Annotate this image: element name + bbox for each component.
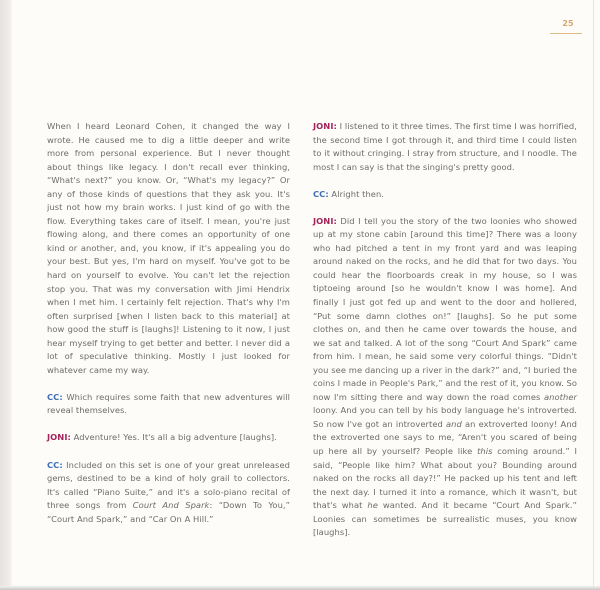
paragraph-text: wanted. And it became “Court And Spark.” Loonies can sometimes be surrealistic muses, you know [laughs]. [313,500,577,538]
paragraph-text: an extroverted loony! And the extroverted one says to me, “Aren't you scared of being up here all by yourself? People like [313,418,578,457]
interview-paragraph [313,215,577,540]
speaker-label-cc: CC: [47,459,63,470]
speaker-label-joni: JONI: [313,121,337,131]
right-column [313,120,577,553]
paragraph-text: Which requires some faith that new adventures will reveal themselves. [47,391,290,416]
paragraph-text: loony. And you can tell by his body language he's introverted. So now I've got an introverted [313,405,577,429]
emphasized-text: Court And Spark [132,500,210,511]
emphasized-text: and [445,418,462,429]
page-binding-edge [0,0,12,590]
paragraph-text: I listened to it three times. The first time I was horrified, the second time I got through it, and third time I could listen to it without cringing. I stray from structure, and I noodle. The most I can say is that the singing's pretty good. [313,121,577,172]
paragraph-text: When I heard Leonard Cohen, it changed the way I wrote. He caused me to dig a little deeper and write more from personal experience. But I never thought about things like legacy. I don't recall ever thinking, “What's next?” you know. Or, “What's my legacy?” Or any of those kinds of questions that they ask you. It's just not how my brain works. I just kind of go with the flow. Everything takes care of itself. I mean, you're just flowing along, and there comes an opportunity of one kind or another, and, you know, if it's appealing you do your best. But yes, I'm hard on myself. You've got to be hard on yourself to evolve. You can't let the rejection stop you. That was my conversation with Jimi Hendrix when I met him. I certainly felt rejection. That's why I'm often surprised [when I listen back to this material] at how good the stuff is [laughs]! Listening to it now, I just hear myself trying to get better and better. I never did a lot of speculative thinking. Mostly I just looked for whatever came my way. [47,121,290,375]
page-number-rule [550,33,582,34]
paragraph-text: Adventure! Yes. It's all a big adventure [laughs]. [70,432,277,443]
interview-paragraph [313,188,577,202]
speaker-label-cc: CC: [47,391,63,402]
paragraph-text: Included on this set is one of your great unreleased gems, destined to be a kind of holy grail to collectors. It's called “Piano Suite,” and it's a solo-piano recital of three songs from [47,459,290,511]
interview-paragraph [47,120,290,377]
paragraph-text: : “Down To You,” “Court And Spark,” and “Car On A Hill.” [47,500,290,524]
speaker-label-joni: JONI: [47,432,71,443]
emphasized-text: another [544,391,577,402]
paragraph-text: Did I tell you the story of the two loonies who showed up at my stone cabin [around this time]? There was a loony who had pitched a tent in my front yard and was leaping around naked on the rocks, and he did that for two days. You could hear the floorboards creak in my house, so I was tiptoeing around [so he wouldn't know I was home]. And finally I just got fed up and went to the door and hollered, “Put some damn clothes on!” [laughs]. So he put some clothes on, and then he came over towards the house, and we sat and talked. A lot of the song “Court And Spark” came from him. I mean, he said some very colorful things. “Didn't you see me dancing up a river in the dark?” and, “I buried the coins I made in People's Park,” and the rest of it, you know. So now I'm sitting there and way down the road comes [313,215,577,402]
interview-paragraph [47,391,290,418]
speaker-label-joni: JONI: [313,215,337,226]
interview-paragraph [47,431,290,445]
page-bottom-shadow [0,586,600,590]
emphasized-text: this [477,446,493,457]
left-column [47,120,290,540]
interview-paragraph [313,120,577,174]
interview-paragraph [47,459,290,527]
paragraph-text: Alright then. [328,188,385,199]
speaker-label-cc: CC: [313,188,329,199]
page-number: 25 [562,19,574,28]
paragraph-text: coming around.” I said, “People like him? What about you? Bounding around naked on the rocks all day?!” He packed up his tent and left the next day. I turned it into a romance, which it wasn't, but that's what [313,446,577,511]
page-right-edge [593,0,594,590]
emphasized-text: he [367,500,378,511]
